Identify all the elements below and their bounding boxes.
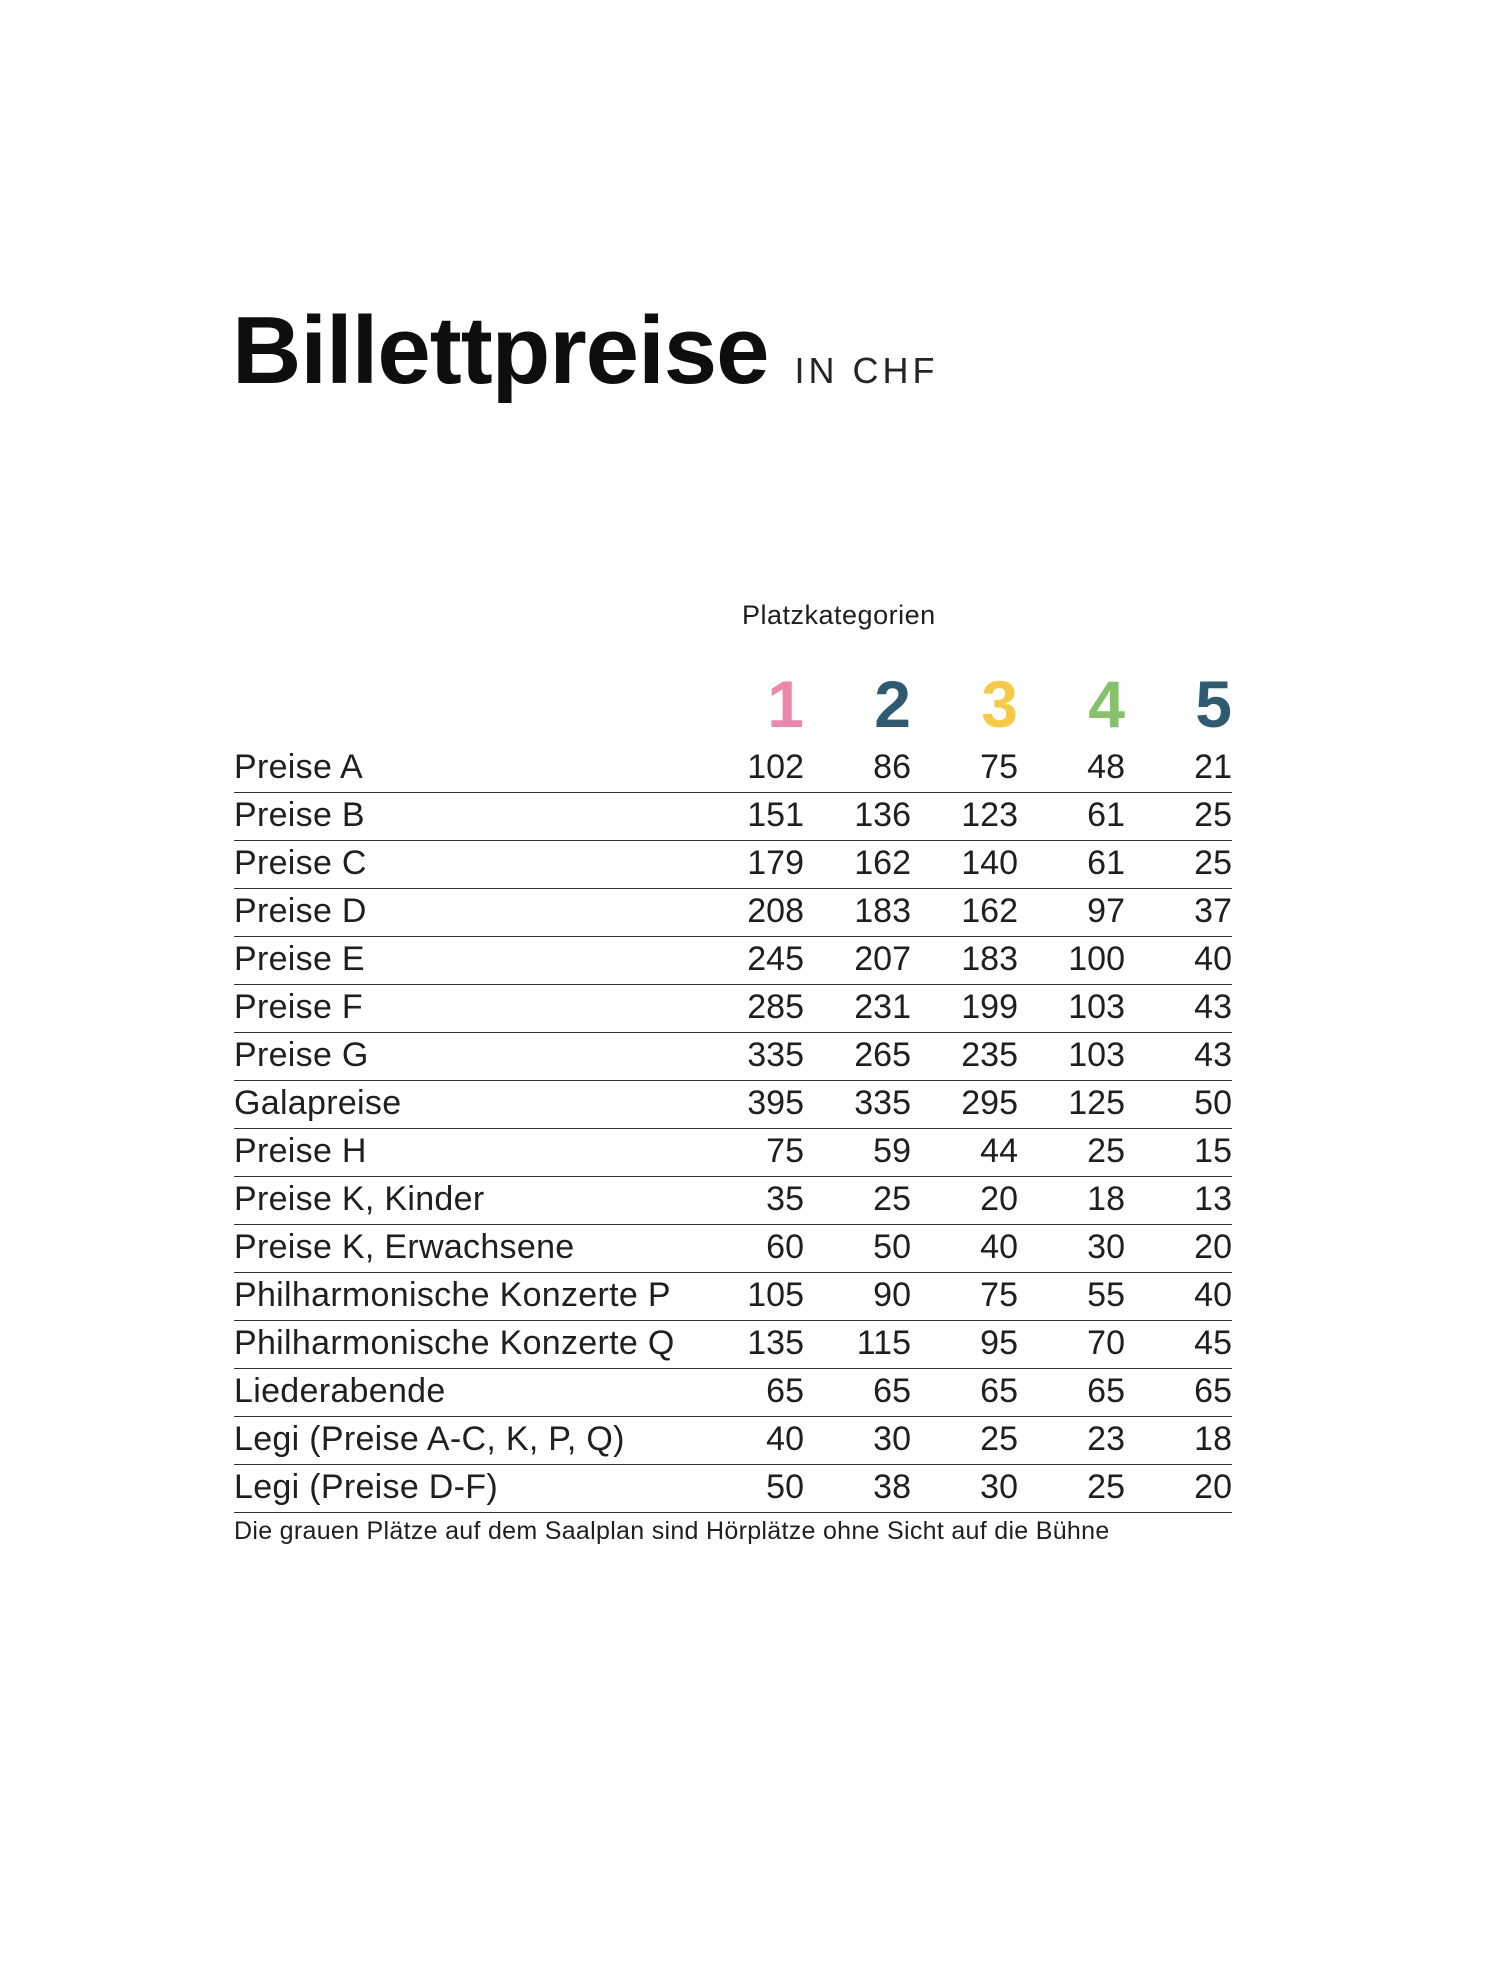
row-label: Preise B — [234, 795, 365, 834]
price-cell: 90 — [873, 1275, 911, 1314]
page-title-currency-suffix: IN CHF — [794, 350, 939, 391]
price-cell: 65 — [873, 1371, 911, 1410]
price-cell: 183 — [854, 891, 911, 930]
price-cell: 50 — [766, 1467, 804, 1506]
price-cell: 207 — [854, 939, 911, 978]
price-cell: 335 — [747, 1035, 804, 1074]
table-row — [234, 1033, 1232, 1081]
row-label: Philharmonische Konzerte P — [234, 1275, 671, 1314]
table-row — [234, 793, 1232, 841]
price-cell: 335 — [854, 1083, 911, 1122]
price-cell: 20 — [1194, 1467, 1232, 1506]
table-row — [234, 1321, 1232, 1369]
price-cell: 100 — [1068, 939, 1125, 978]
row-label: Preise K, Kinder — [234, 1179, 485, 1218]
price-cell: 115 — [856, 1323, 911, 1362]
price-cell: 199 — [961, 987, 1018, 1026]
category-4-header: 4 — [1088, 667, 1125, 741]
price-cell: 40 — [1194, 939, 1232, 978]
price-cell: 35 — [766, 1179, 804, 1218]
platzkategorien-label: Platzkategorien — [742, 600, 936, 630]
row-label: Liederabende — [234, 1371, 446, 1410]
price-cell: 43 — [1194, 1035, 1232, 1074]
price-cell: 18 — [1087, 1179, 1125, 1218]
price-cell: 40 — [1194, 1275, 1232, 1314]
price-cell: 61 — [1087, 795, 1125, 834]
table-row — [234, 1081, 1232, 1129]
row-label: Legi (Preise A-C, K, P, Q) — [234, 1419, 625, 1458]
price-cell: 70 — [1087, 1323, 1125, 1362]
page-title: Billettpreise — [232, 297, 769, 404]
price-cell: 60 — [766, 1227, 804, 1266]
price-cell: 285 — [747, 987, 804, 1026]
footnote: Die grauen Plätze auf dem Saalplan sind Hörplätze ohne Sicht auf die Bühne — [234, 1517, 1110, 1545]
price-cell: 25 — [1194, 843, 1232, 882]
price-cell: 95 — [980, 1323, 1018, 1362]
category-header-row — [234, 655, 1232, 745]
category-2-header: 2 — [874, 667, 911, 741]
price-cell: 65 — [766, 1371, 804, 1410]
price-cell: 13 — [1194, 1179, 1232, 1218]
table-row — [234, 745, 1232, 793]
price-cell: 123 — [961, 795, 1018, 834]
row-label: Preise K, Erwachsene — [234, 1227, 575, 1266]
category-1-header: 1 — [767, 667, 804, 741]
page-header — [232, 297, 939, 404]
price-cell: 102 — [747, 747, 804, 786]
price-cell: 395 — [747, 1083, 804, 1122]
price-cell: 50 — [1194, 1083, 1232, 1122]
row-label: Preise H — [234, 1131, 367, 1170]
price-cell: 55 — [1087, 1275, 1125, 1314]
price-cell: 30 — [873, 1419, 911, 1458]
price-cell: 235 — [961, 1035, 1018, 1074]
table-row — [234, 841, 1232, 889]
table-row — [234, 1177, 1232, 1225]
table-body — [234, 745, 1232, 1513]
price-table — [234, 655, 1232, 1513]
price-cell: 265 — [854, 1035, 911, 1074]
price-cell: 75 — [766, 1131, 804, 1170]
price-cell: 65 — [1194, 1371, 1232, 1410]
price-cell: 25 — [1087, 1467, 1125, 1506]
price-cell: 38 — [873, 1467, 911, 1506]
row-label: Preise G — [234, 1035, 369, 1074]
table-row — [234, 1369, 1232, 1417]
table-row — [234, 1225, 1232, 1273]
price-cell: 105 — [747, 1275, 804, 1314]
price-cell: 86 — [873, 747, 911, 786]
price-cell: 125 — [1068, 1083, 1125, 1122]
price-cell: 151 — [747, 795, 804, 834]
row-label: Galapreise — [234, 1083, 402, 1122]
table-row — [234, 937, 1232, 985]
price-cell: 25 — [980, 1419, 1018, 1458]
row-label: Legi (Preise D-F) — [234, 1467, 498, 1506]
price-cell: 103 — [1068, 987, 1125, 1026]
price-cell: 20 — [980, 1179, 1018, 1218]
row-label: Preise A — [234, 747, 364, 786]
table-row — [234, 1465, 1232, 1513]
row-label: Preise E — [234, 939, 365, 978]
price-cell: 45 — [1194, 1323, 1232, 1362]
price-cell: 20 — [1194, 1227, 1232, 1266]
price-cell: 183 — [961, 939, 1018, 978]
price-cell: 30 — [980, 1467, 1018, 1506]
table-row — [234, 889, 1232, 937]
price-cell: 30 — [1087, 1227, 1125, 1266]
table-row — [234, 1273, 1232, 1321]
header-empty-cell — [234, 741, 697, 745]
category-5-header: 5 — [1195, 667, 1232, 741]
price-cell: 25 — [1087, 1131, 1125, 1170]
price-cell: 136 — [854, 795, 911, 834]
price-cell: 23 — [1087, 1419, 1125, 1458]
price-cell: 179 — [747, 843, 804, 882]
price-cell: 135 — [747, 1323, 804, 1362]
price-cell: 97 — [1087, 891, 1125, 930]
price-cell: 40 — [980, 1227, 1018, 1266]
price-cell: 231 — [854, 987, 911, 1026]
price-cell: 15 — [1194, 1131, 1232, 1170]
price-cell: 295 — [961, 1083, 1018, 1122]
price-cell: 25 — [873, 1179, 911, 1218]
price-cell: 140 — [961, 843, 1018, 882]
price-cell: 50 — [873, 1227, 911, 1266]
price-cell: 61 — [1087, 843, 1125, 882]
price-cell: 48 — [1087, 747, 1125, 786]
price-cell: 37 — [1194, 891, 1232, 930]
price-cell: 25 — [1194, 795, 1232, 834]
price-cell: 162 — [961, 891, 1018, 930]
category-3-header: 3 — [981, 667, 1018, 741]
price-cell: 21 — [1194, 747, 1232, 786]
price-cell: 208 — [747, 891, 804, 930]
row-label: Preise F — [234, 987, 363, 1026]
price-cell: 65 — [980, 1371, 1018, 1410]
price-cell: 44 — [980, 1131, 1018, 1170]
price-cell: 18 — [1194, 1419, 1232, 1458]
price-cell: 162 — [854, 843, 911, 882]
row-label: Preise C — [234, 843, 367, 882]
row-label: Philharmonische Konzerte Q — [234, 1323, 675, 1362]
price-cell: 245 — [747, 939, 804, 978]
table-row — [234, 985, 1232, 1033]
table-row — [234, 1129, 1232, 1177]
price-cell: 65 — [1087, 1371, 1125, 1410]
price-cell: 43 — [1194, 987, 1232, 1026]
table-row — [234, 1417, 1232, 1465]
price-cell: 75 — [980, 1275, 1018, 1314]
price-cell: 59 — [873, 1131, 911, 1170]
price-cell: 75 — [980, 747, 1018, 786]
price-cell: 40 — [766, 1419, 804, 1458]
row-label: Preise D — [234, 891, 367, 930]
price-cell: 103 — [1068, 1035, 1125, 1074]
